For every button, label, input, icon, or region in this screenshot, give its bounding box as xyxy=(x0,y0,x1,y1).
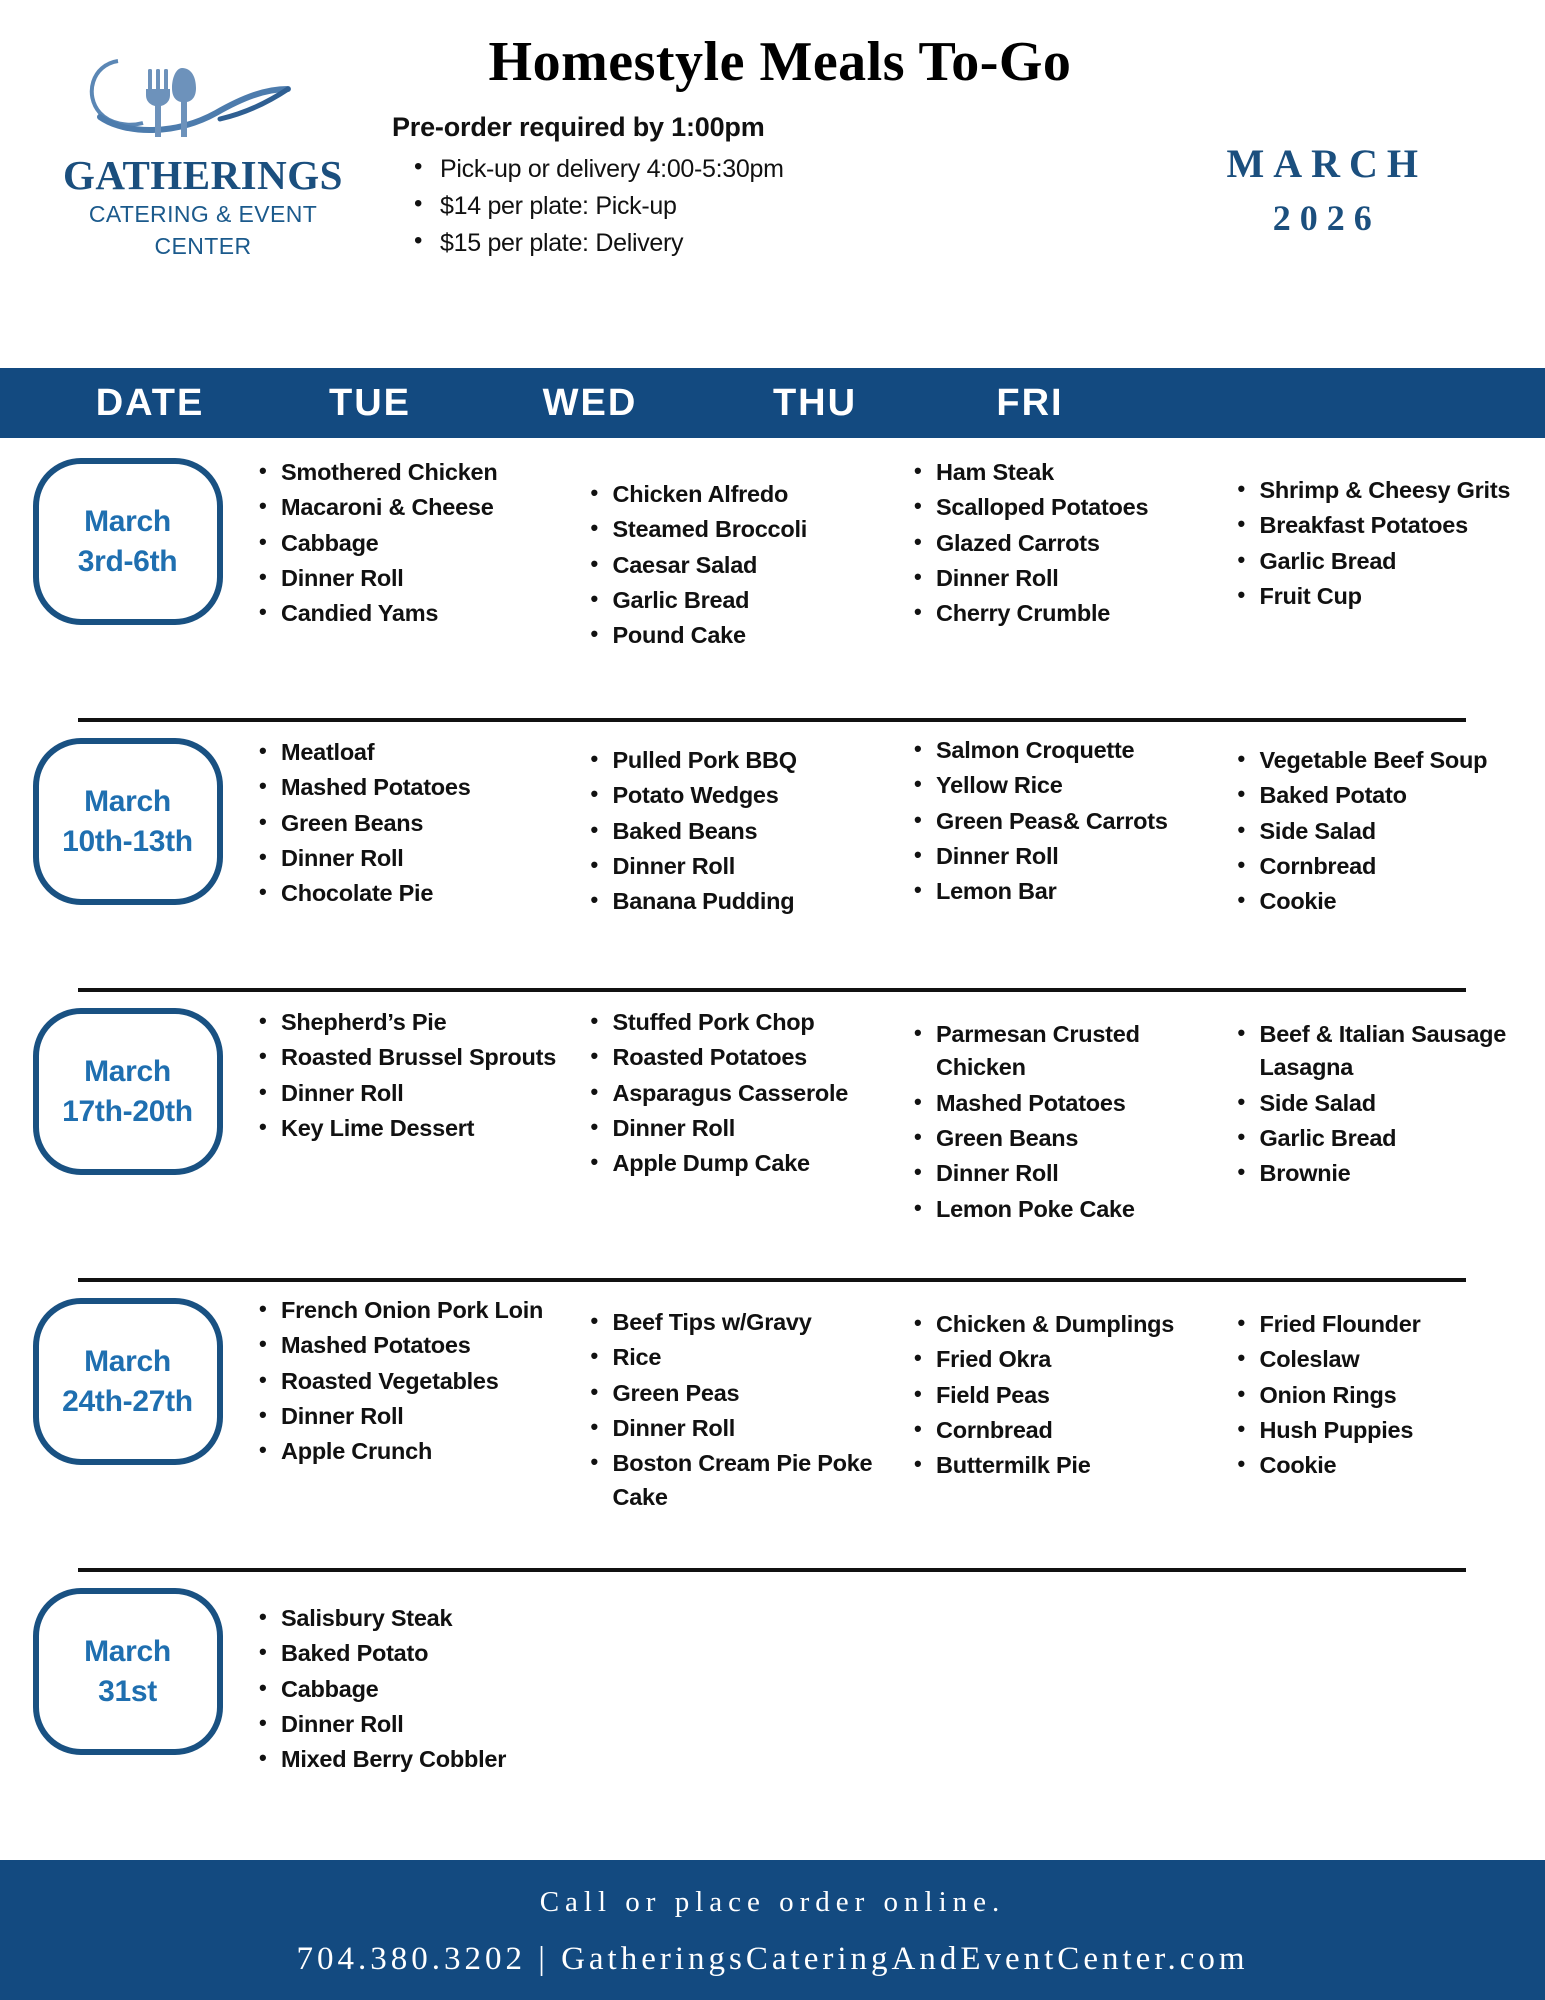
preorder-info xyxy=(392,112,952,262)
menu-list xyxy=(587,478,889,653)
menu-list xyxy=(1234,744,1536,919)
menu-item: • Mashed Potatoes xyxy=(255,771,557,804)
table-header-bar xyxy=(0,368,1545,438)
menu-item: • Dinner Roll xyxy=(255,842,557,875)
column-header-fri: FRI xyxy=(996,382,1064,424)
menu-cell-fri xyxy=(1218,438,1545,615)
menu-item: • Beef & Italian Sausage Lasagna xyxy=(1234,1018,1536,1085)
menu-list xyxy=(910,456,1212,631)
menu-cell-wed xyxy=(573,438,895,655)
column-header-thu: THU xyxy=(772,382,858,424)
menu-list xyxy=(587,744,889,919)
menu-item: • Pulled Pork BBQ xyxy=(587,744,889,777)
menu-item: • Key Lime Dessert xyxy=(255,1112,557,1145)
menu-cell-thu xyxy=(894,438,1218,633)
menu-item: • Dinner Roll xyxy=(910,840,1212,873)
menu-item: • Scalloped Potatoes xyxy=(910,491,1212,524)
menu-cell-thu xyxy=(894,718,1218,911)
date-cell xyxy=(0,718,255,905)
date-cell xyxy=(0,988,255,1175)
menu-item: • Garlic Bread xyxy=(1234,545,1536,578)
menu-item: • Green Beans xyxy=(910,1122,1212,1155)
date-line2: 3rd-6th xyxy=(77,544,178,578)
month-name: MARCH xyxy=(1226,141,1427,186)
menu-cell-thu xyxy=(894,988,1218,1228)
table-row xyxy=(0,718,1545,988)
menu-item: • Caesar Salad xyxy=(587,549,889,582)
menu-item: • Fried Okra xyxy=(910,1343,1212,1376)
menu-item: • Buttermilk Pie xyxy=(910,1449,1212,1482)
month-year: 2026 xyxy=(1272,198,1381,238)
footer-contact[interactable]: 704.380.3202 | GatheringsCateringAndEventCenter.com xyxy=(296,1941,1249,1977)
menu-item: • Mashed Potatoes xyxy=(255,1329,557,1362)
menu-item: • Asparagus Casserole xyxy=(587,1077,889,1110)
menu-item: • Roasted Vegetables xyxy=(255,1365,557,1398)
menu-item: • Baked Potato xyxy=(1234,779,1536,812)
date-line1: March xyxy=(84,1635,171,1668)
menu-item: • Dinner Roll xyxy=(910,562,1212,595)
menu-item: • Dinner Roll xyxy=(255,1708,557,1741)
date-line2: 17th-20th xyxy=(62,1094,193,1128)
brand-logo xyxy=(48,55,358,261)
menu-item: • Glazed Carrots xyxy=(910,527,1212,560)
menu-item: • Chocolate Pie xyxy=(255,877,557,910)
menu-item: • Vegetable Beef Soup xyxy=(1234,744,1536,777)
menu-item: • Garlic Bread xyxy=(1234,1122,1536,1155)
menu-item: • Dinner Roll xyxy=(255,1400,557,1433)
menu-item: • Apple Crunch xyxy=(255,1435,557,1468)
preorder-item: • Pick-up or delivery 4:00-5:30pm xyxy=(392,151,952,188)
menu-list xyxy=(910,1308,1212,1483)
date-line2: 24th-27th xyxy=(62,1384,193,1418)
menu-item: • Pound Cake xyxy=(587,619,889,652)
brand-name: GATHERINGS xyxy=(63,152,343,198)
page-footer xyxy=(0,1860,1545,2000)
menu-item: • Salisbury Steak xyxy=(255,1602,557,1635)
menu-item: • Ham Steak xyxy=(910,456,1212,489)
menu-item: • Cookie xyxy=(1234,885,1536,918)
menu-item: • Potato Wedges xyxy=(587,779,889,812)
menu-item: • Boston Cream Pie Poke Cake xyxy=(587,1447,889,1514)
menu-item: • Apple Dump Cake xyxy=(587,1147,889,1180)
menu-list xyxy=(1234,1018,1536,1191)
menu-table-body xyxy=(0,438,1545,1788)
menu-cell-tue xyxy=(255,1568,573,1779)
table-row xyxy=(0,1568,1545,1788)
menu-item: • Side Salad xyxy=(1234,1087,1536,1120)
menu-item: • Cabbage xyxy=(255,1673,557,1706)
menu-cell-wed xyxy=(573,988,895,1183)
menu-item: • Cornbread xyxy=(910,1414,1212,1447)
menu-item: • Hush Puppies xyxy=(1234,1414,1536,1447)
menu-list xyxy=(910,1018,1212,1226)
row-separator xyxy=(78,988,1466,992)
menu-item: • Salmon Croquette xyxy=(910,734,1212,767)
preorder-title: Pre-order required by 1:00pm xyxy=(392,112,765,142)
preorder-list xyxy=(392,151,952,262)
menu-item: • Meatloaf xyxy=(255,736,557,769)
menu-item: • Dinner Roll xyxy=(255,562,557,595)
menu-item: • Macaroni & Cheese xyxy=(255,491,557,524)
page-title: Homestyle Meals To-Go xyxy=(488,31,1072,93)
menu-item: • Baked Potato xyxy=(255,1637,557,1670)
date-line2: 31st xyxy=(98,1674,157,1708)
row-separator xyxy=(78,1568,1466,1572)
menu-cell-wed xyxy=(573,1278,895,1516)
brand-subtitle-line2: CENTER xyxy=(154,232,252,259)
menu-item: • Rice xyxy=(587,1341,889,1374)
menu-item: • Field Peas xyxy=(910,1379,1212,1412)
menu-list xyxy=(910,734,1212,909)
column-header-tue: TUE xyxy=(329,382,411,424)
menu-item: • Baked Beans xyxy=(587,815,889,848)
menu-item: • Cornbread xyxy=(1234,850,1536,883)
menu-list xyxy=(255,1006,557,1145)
date-line1: March xyxy=(84,785,171,818)
menu-list xyxy=(1234,474,1536,613)
menu-cell-wed xyxy=(573,718,895,921)
menu-item: • Dinner Roll xyxy=(587,1112,889,1145)
preorder-item: • $14 per plate: Pick-up xyxy=(392,188,952,225)
menu-item: • Fried Flounder xyxy=(1234,1308,1536,1341)
menu-item: • Lemon Bar xyxy=(910,875,1212,908)
fork-knife-swoosh-icon xyxy=(48,55,358,150)
menu-item: • Brownie xyxy=(1234,1157,1536,1190)
date-line1: March xyxy=(84,1345,171,1378)
menu-item: • Lemon Poke Cake xyxy=(910,1193,1212,1226)
menu-item: • Cabbage xyxy=(255,527,557,560)
menu-list xyxy=(255,1602,557,1777)
preorder-item: • $15 per plate: Delivery xyxy=(392,225,952,262)
menu-item: • Breakfast Potatoes xyxy=(1234,509,1536,542)
menu-item: • Shrimp & Cheesy Grits xyxy=(1234,474,1536,507)
menu-cell-tue xyxy=(255,718,573,913)
menu-item: • Fruit Cup xyxy=(1234,580,1536,613)
row-separator xyxy=(78,718,1466,722)
footer-call-text: Call or place order online. xyxy=(539,1886,1006,1918)
menu-item: • Dinner Roll xyxy=(910,1157,1212,1190)
menu-cell-thu xyxy=(894,1278,1218,1485)
menu-cell-wed xyxy=(573,1568,895,1608)
menu-item: • Steamed Broccoli xyxy=(587,513,889,546)
month-label xyxy=(1226,140,1427,239)
date-line1: March xyxy=(84,1055,171,1088)
brand-subtitle-line1: CATERING & EVENT xyxy=(88,201,318,228)
menu-item: • Chicken Alfredo xyxy=(587,478,889,511)
menu-item: • Cookie xyxy=(1234,1449,1536,1482)
menu-item: • Parmesan Crusted Chicken xyxy=(910,1018,1212,1085)
menu-item: • Garlic Bread xyxy=(587,584,889,617)
menu-cell-tue xyxy=(255,1278,573,1471)
menu-item: • Mixed Berry Cobbler xyxy=(255,1743,557,1776)
date-cell xyxy=(0,1568,255,1755)
menu-item: • Dinner Roll xyxy=(587,1412,889,1445)
menu-item: • Beef Tips w/Gravy xyxy=(587,1306,889,1339)
menu-item: • Dinner Roll xyxy=(255,1077,557,1110)
table-row xyxy=(0,1278,1545,1568)
menu-item: • Green Beans xyxy=(255,807,557,840)
date-badge xyxy=(33,1298,223,1465)
date-badge xyxy=(33,458,223,625)
column-header-wed: WED xyxy=(542,382,638,424)
menu-item: • Green Peas xyxy=(587,1377,889,1410)
menu-item: • Smothered Chicken xyxy=(255,456,557,489)
table-row xyxy=(0,988,1545,1278)
menu-list xyxy=(587,1306,889,1514)
menu-item: • Onion Rings xyxy=(1234,1379,1536,1412)
column-header-date: DATE xyxy=(95,382,205,424)
date-cell xyxy=(0,438,255,625)
menu-item: • Mashed Potatoes xyxy=(910,1087,1212,1120)
menu-item: • Dinner Roll xyxy=(587,850,889,883)
menu-list xyxy=(255,456,557,631)
menu-item: • Banana Pudding xyxy=(587,885,889,918)
menu-item: • Yellow Rice xyxy=(910,769,1212,802)
menu-cell-tue xyxy=(255,438,573,633)
menu-cell-fri xyxy=(1218,1278,1545,1485)
date-line1: March xyxy=(84,505,171,538)
menu-item: • Stuffed Pork Chop xyxy=(587,1006,889,1039)
table-row xyxy=(0,438,1545,718)
menu-item: • Roasted Potatoes xyxy=(587,1041,889,1074)
menu-item: • Green Peas& Carrots xyxy=(910,805,1212,838)
menu-list xyxy=(587,1006,889,1181)
row-separator xyxy=(78,1278,1466,1282)
menu-cell-fri xyxy=(1218,718,1545,921)
menu-item: • Chicken & Dumplings xyxy=(910,1308,1212,1341)
date-badge xyxy=(33,1588,223,1755)
date-badge xyxy=(33,738,223,905)
menu-item: • Coleslaw xyxy=(1234,1343,1536,1376)
date-cell xyxy=(0,1278,255,1465)
menu-list xyxy=(255,1294,557,1469)
menu-cell-fri xyxy=(1218,988,1545,1193)
menu-item: • Roasted Brussel Sprouts xyxy=(255,1041,557,1074)
menu-item: • Candied Yams xyxy=(255,597,557,630)
date-line2: 10th-13th xyxy=(62,824,193,858)
menu-item: • Side Salad xyxy=(1234,815,1536,848)
date-badge xyxy=(33,1008,223,1175)
menu-item: • Cherry Crumble xyxy=(910,597,1212,630)
page-header xyxy=(0,0,1545,368)
menu-item: • Shepherd’s Pie xyxy=(255,1006,557,1039)
menu-item: • French Onion Pork Loin xyxy=(255,1294,557,1327)
menu-list xyxy=(255,736,557,911)
menu-list xyxy=(1234,1308,1536,1483)
menu-cell-fri xyxy=(1218,1568,1545,1604)
menu-cell-tue xyxy=(255,988,573,1147)
